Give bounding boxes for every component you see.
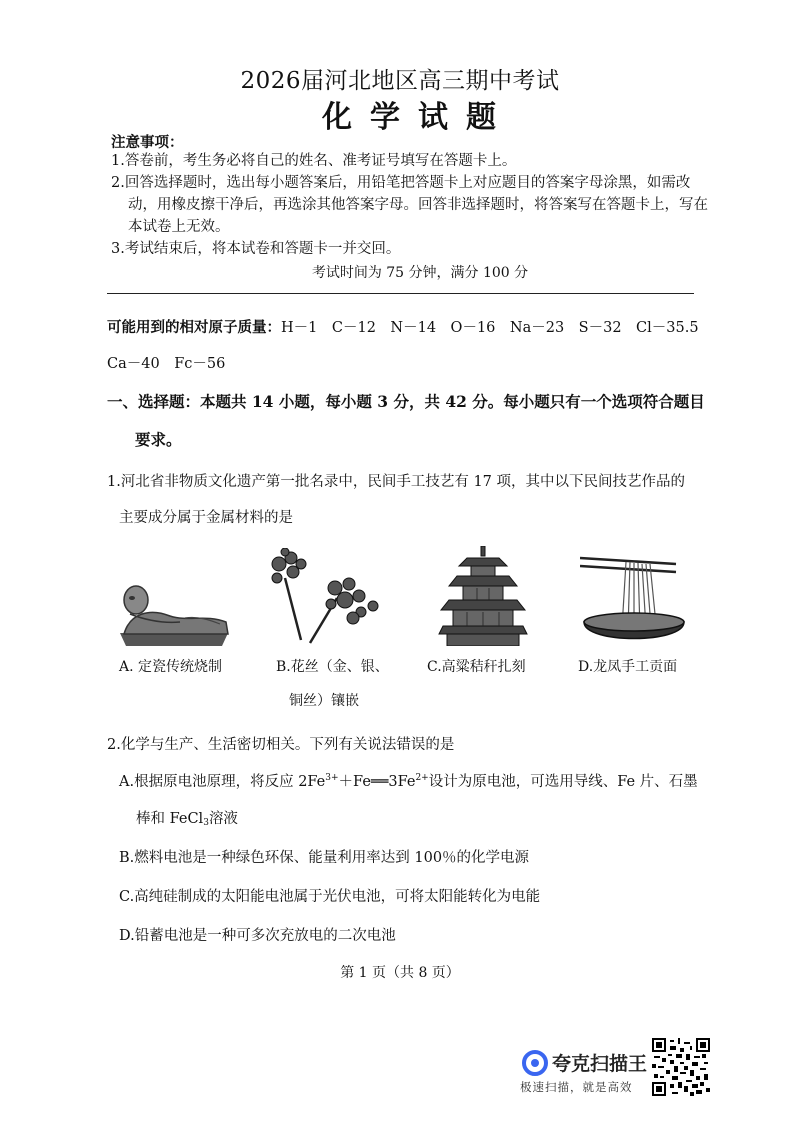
q2-a-line2-subscript: 3 (203, 818, 209, 828)
atomic-masses (107, 316, 699, 337)
qr-code-icon (652, 1038, 710, 1096)
atomic-masses-label: 可能用到的相对原子质量： (107, 319, 281, 336)
q2-option-b: B.燃料电池是一种绿色环保、能量利用率达到 100％的化学电源 (119, 850, 530, 866)
page-number: 第 1 页（共 8 页） (340, 965, 460, 981)
q1-option-a: A. 定瓷传统烧制 (119, 659, 223, 675)
q2-option-d: D.铅蓄电池是一种可多次充放电的二次电池 (119, 928, 396, 944)
q1-option-b: B.花丝（金、银、 (276, 659, 389, 675)
q1-stem-cont: 主要成分属于金属材料的是 (119, 510, 293, 526)
section1-heading: 一、选择题：本题共 14 小题，每小题 3 分，共 42 分。每小题只有一个选项符合题目 (107, 392, 705, 411)
sorghum-pagoda-image (437, 546, 529, 646)
q2-a-charge-2: 2+ (415, 773, 429, 783)
q2-a-line2-text: 棒和 FeCl (136, 811, 204, 827)
divider-line (107, 293, 694, 294)
q2-option-a-cont (136, 807, 238, 828)
q1-option-c: C.高粱秸秆扎刻 (427, 659, 526, 675)
atomic-masses-line1: H－1 C－12 N－14 O－16 Na－23 S－32 Cl－35.5 (281, 320, 699, 336)
filigree-hairpin-image (265, 548, 385, 648)
notices-heading: 注意事项： (111, 134, 184, 151)
q1-option-b-cont: 铜丝）镶嵌 (289, 693, 359, 709)
noodle-bowl-image (580, 552, 688, 648)
q1-option-d: D.龙凤手工贡面 (578, 659, 678, 675)
q1-stem: 1.河北省非物质文化遗产第一批名录中，民间手工技艺有 17 项，其中以下民间技艺作品的 (107, 474, 685, 490)
exam-title: 2026届河北地区高三期中考试 (240, 68, 560, 94)
subject-title: 化学试题 (322, 100, 514, 135)
q2-a-text-2: ＋Fe══3Fe (338, 774, 416, 790)
notice-item-1: 1.答卷前，考生务必将自己的姓名、准考证号填写在答题卡上。 (111, 153, 517, 169)
scanner-logo-icon (522, 1050, 548, 1076)
scanner-slogan: 极速扫描，就是高效 (520, 1080, 633, 1094)
notice-item-2: 2.回答选择题时，选出每小题答案后，用铅笔把答题卡上对应题目的答案字母涂黑，如需改 (111, 175, 691, 191)
notice-item-3: 3.考试结束后，将本试卷和答题卡一并交回。 (111, 241, 401, 257)
time-score: 考试时间为 75 分钟，满分 100 分 (311, 265, 529, 281)
section1-heading-cont: 要求。 (135, 430, 182, 449)
q2-option-c: C.高纯硅制成的太阳能电池属于光伏电池，可将太阳能转化为电能 (119, 889, 541, 905)
porcelain-pillow-image (110, 578, 238, 648)
q2-option-a (119, 770, 698, 791)
q2-stem: 2.化学与生产、生活密切相关。下列有关说法错误的是 (107, 737, 455, 753)
q2-a-text-1: A.根据原电池原理，将反应 2Fe (119, 774, 326, 790)
notice-item-2-cont2: 本试卷上无效。 (128, 219, 230, 235)
atomic-masses-line2: Ca－40 Fc－56 (107, 356, 226, 372)
scanner-name: 夸克扫描王 (552, 1053, 648, 1075)
notice-item-2-cont: 动，用橡皮擦干净后，再选涂其他答案字母。回答非选择题时，将答案写在答题卡上，写在 (128, 197, 708, 213)
q2-a-line2-text-end: 溶液 (208, 811, 238, 827)
q2-a-charge-1: 3+ (325, 773, 339, 783)
q2-a-text-3: 设计为原电池，可选用导线、Fe 片、石墨 (428, 774, 698, 790)
